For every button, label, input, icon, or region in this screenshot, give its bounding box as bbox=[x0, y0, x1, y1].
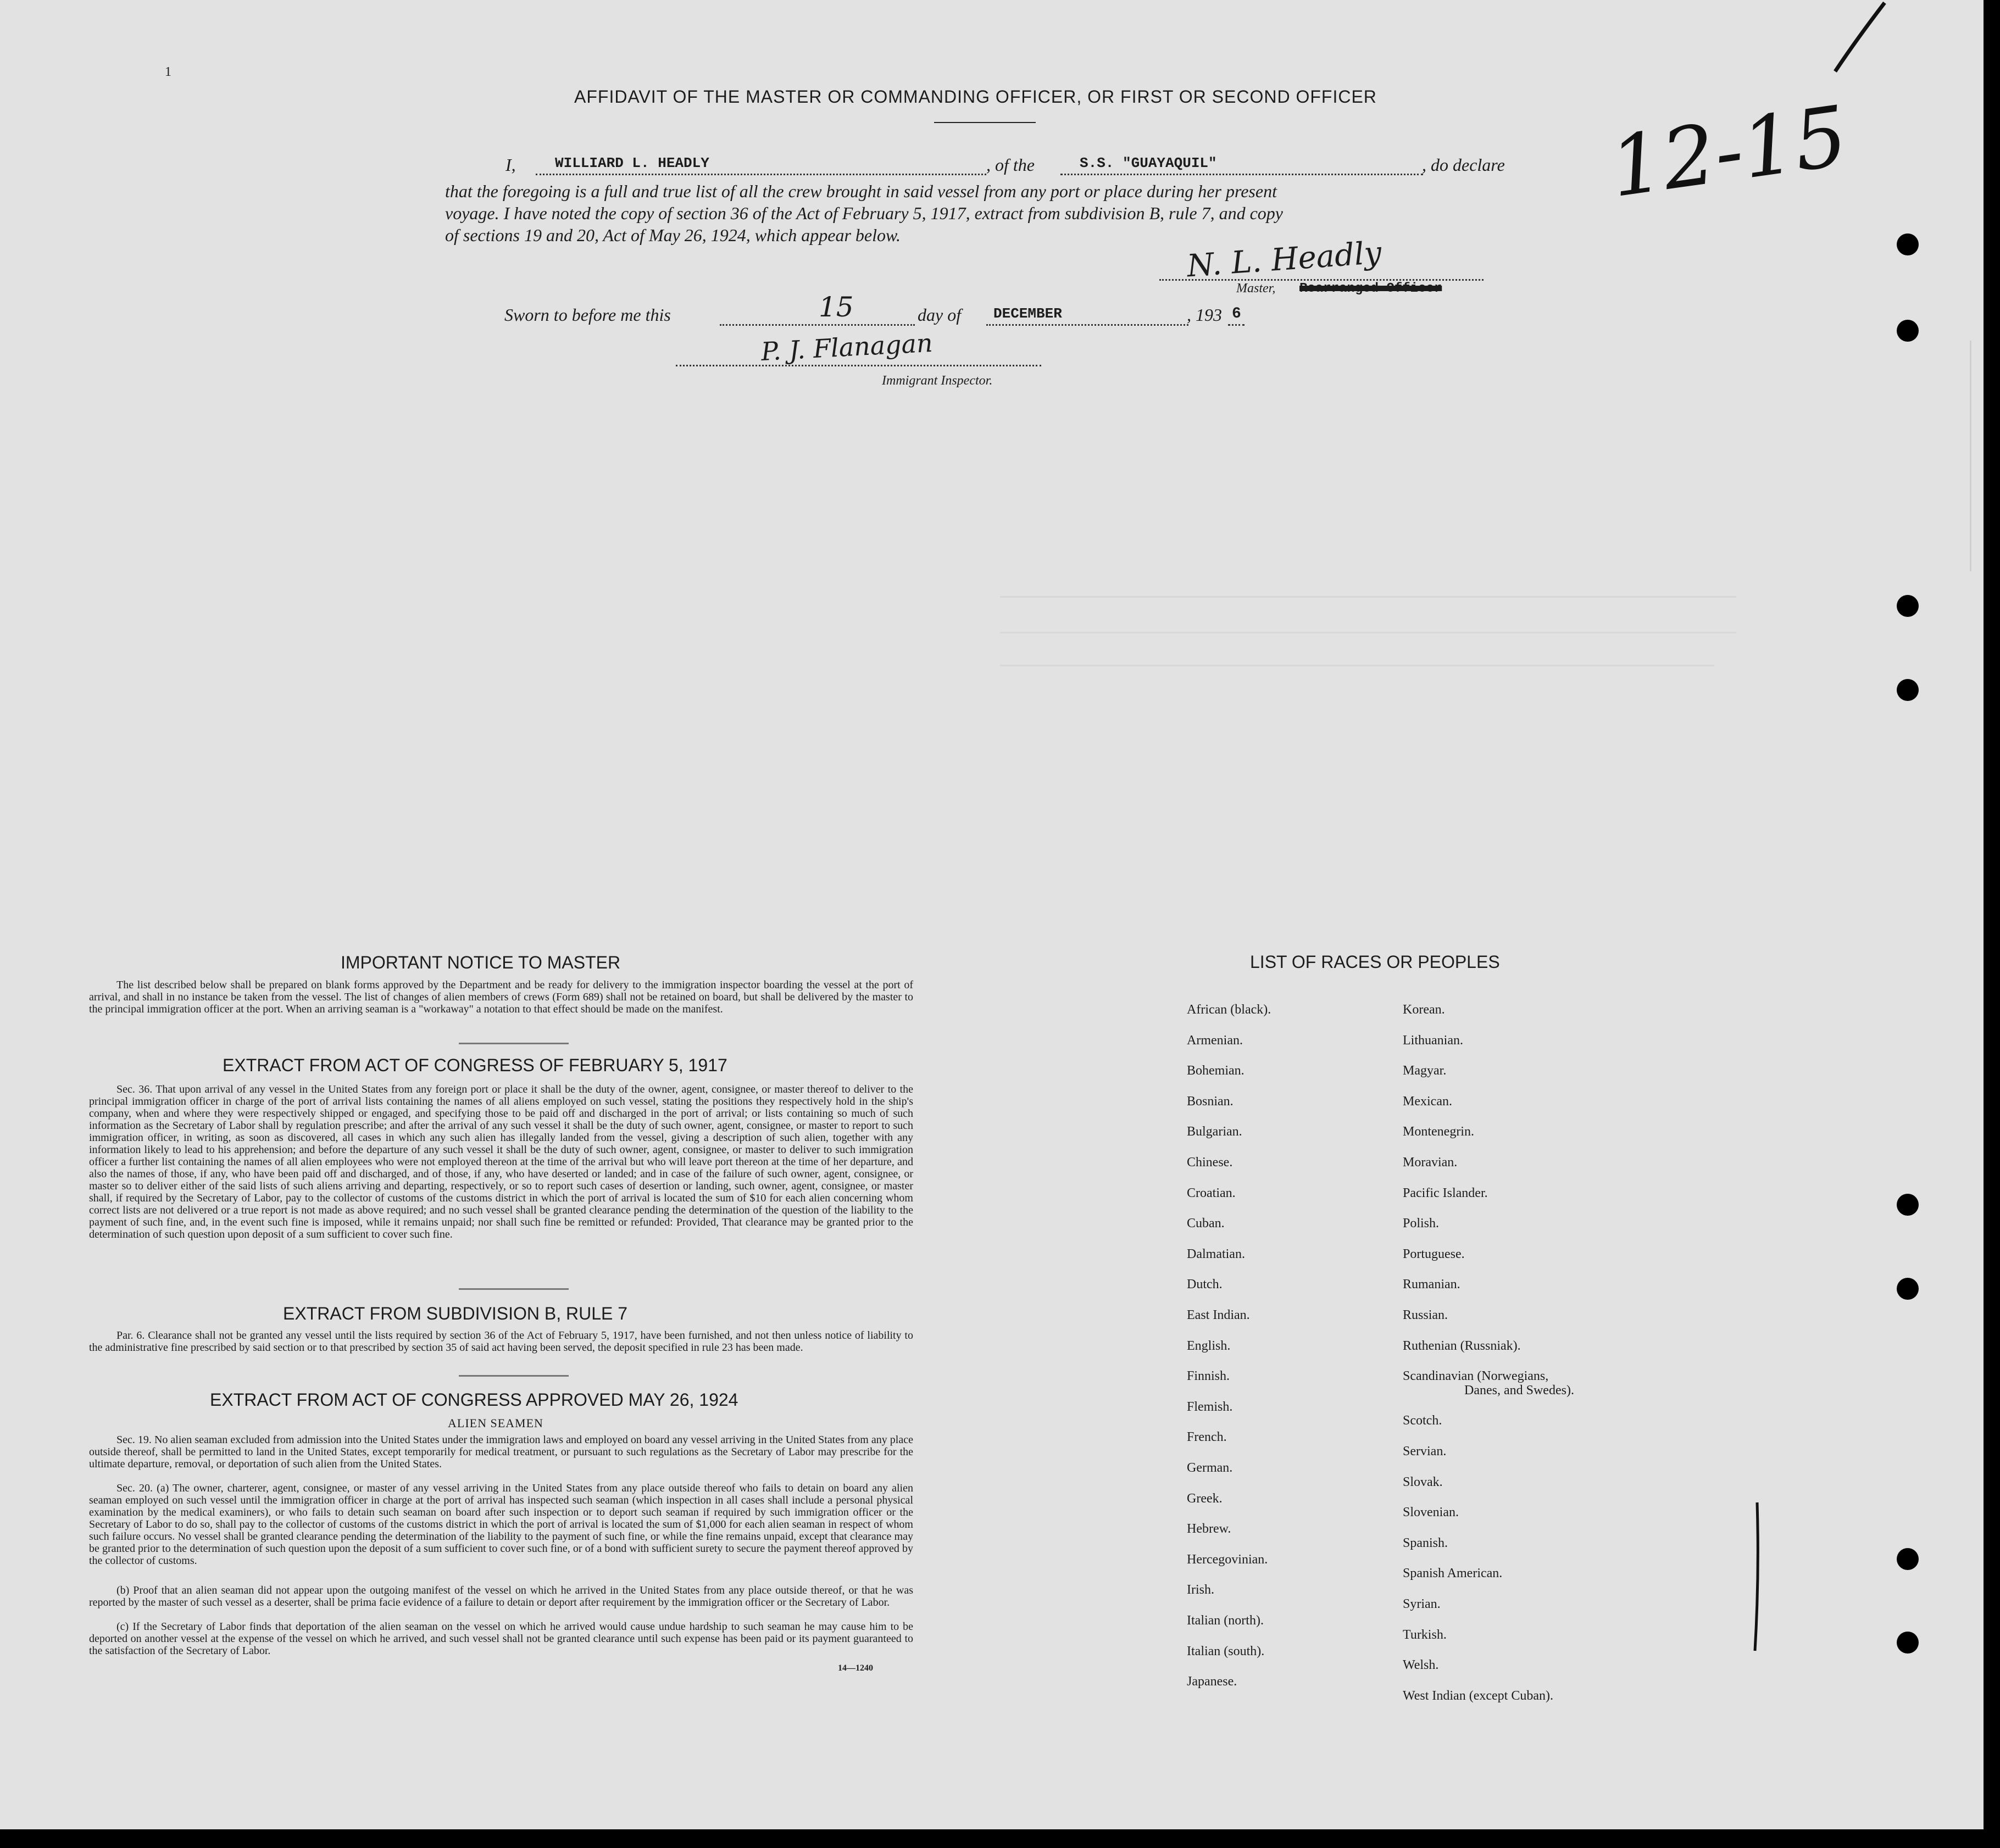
race-item: Servian. bbox=[1403, 1444, 1447, 1459]
race-item: Magyar. bbox=[1403, 1064, 1447, 1078]
race-item: African (black). bbox=[1187, 1003, 1271, 1017]
race-item: French. bbox=[1187, 1430, 1227, 1445]
race-item: Korean. bbox=[1403, 1003, 1445, 1017]
binder-hole bbox=[1897, 320, 1919, 342]
day-of-label: day of bbox=[918, 305, 962, 325]
year-digit-field: 6 bbox=[1232, 305, 1241, 322]
race-item: Flemish. bbox=[1187, 1399, 1233, 1414]
scan-border-bottom bbox=[0, 1829, 2000, 1848]
year-line bbox=[1228, 324, 1245, 326]
race-item: Scotch. bbox=[1403, 1413, 1442, 1428]
inspector-signature: P. J. Flanagan bbox=[760, 327, 934, 367]
races-title: LIST OF RACES OR PEOPLES bbox=[1250, 952, 1500, 972]
race-item: Dutch. bbox=[1187, 1277, 1223, 1292]
extract-1917-rule bbox=[459, 1288, 569, 1290]
master-label: Master, bbox=[1236, 281, 1276, 296]
sworn-day-line bbox=[720, 324, 915, 326]
race-item: Russian. bbox=[1403, 1308, 1448, 1322]
scan-border-right bbox=[1984, 0, 2000, 1848]
race-item: Spanish. bbox=[1403, 1535, 1448, 1550]
race-item: Dalmatian. bbox=[1187, 1246, 1245, 1261]
race-item: Ruthenian (Russniak). bbox=[1403, 1338, 1521, 1353]
race-item: West Indian (except Cuban). bbox=[1403, 1688, 1553, 1703]
struck-title: Rearranged Officer bbox=[1299, 281, 1442, 296]
extract-rule7-text: Par. 6. Clearance shall not be granted any vessel until the lists required by section 36 of the Act of February 5, 1917, have been furnished, and not then unless notice of liability to the administrative fine prescribed by said section or to that prescribed by section 35 of said act having been served, the deposit specified in rule 23 has been made. bbox=[89, 1329, 913, 1354]
page-mark: 1 bbox=[165, 65, 171, 79]
race-item: Cuban. bbox=[1187, 1216, 1225, 1231]
binder-hole bbox=[1897, 1194, 1919, 1216]
race-item: English. bbox=[1187, 1338, 1231, 1353]
master-signature: N. L. Headly bbox=[1186, 235, 1383, 285]
race-item: Rumanian. bbox=[1403, 1277, 1460, 1292]
title-rule bbox=[934, 122, 1036, 123]
race-item: Bohemian. bbox=[1187, 1064, 1245, 1078]
affidavit-line-4: of sections 19 and 20, Act of May 26, 1924, which appear below. bbox=[445, 225, 901, 245]
extract-rule7-title: EXTRACT FROM SUBDIVISION B, RULE 7 bbox=[283, 1304, 628, 1323]
race-item: Japanese. bbox=[1187, 1674, 1237, 1689]
race-item: Slovak. bbox=[1403, 1474, 1443, 1489]
race-item: Syrian. bbox=[1403, 1597, 1441, 1611]
extract-1917-title: EXTRACT FROM ACT OF CONGRESS OF FEBRUARY 5, 1917 bbox=[223, 1055, 727, 1075]
race-item: East Indian. bbox=[1187, 1308, 1250, 1322]
race-item: Mexican. bbox=[1403, 1094, 1452, 1109]
sec-20a-text: Sec. 20. (a) The owner, charterer, agent, consignee, or master of any vessel arriving in the United States from any place outside thereof who fails to detain on board any alien seaman employed on such vessel until the immigration officer in charge at the port of arrival has inspected such seaman (which inspection in all cases shall include a personal physical examination by the medical examiners), or who fails to detain such seaman on board after such inspection or to deport such seaman if required by such immigration officer or the Secretary of Labor to do so, shall pay to the collector of customs of the customs district in which the port of arrival is located the sum of $1,000 for each alien seaman in respect of whom such failure occurs. No vessel shall be granted clearance pending the determination of the liability to the payment of such fine, or while the fine remains unpaid, except that clearance may be granted prior to the determination of such question upon the deposit of a sum sufficient to cover such fine, or of a bond with sufficient surety to secure the payment thereof approved by the collector of customs. bbox=[89, 1482, 913, 1567]
affidavit-title: AFFIDAVIT OF THE MASTER OR COMMANDING OFFICER, OR FIRST OR SECOND OFFICER bbox=[574, 87, 1377, 107]
binder-hole bbox=[1897, 1632, 1919, 1654]
signature-line bbox=[1159, 279, 1484, 281]
alien-seamen-heading: ALIEN SEAMEN bbox=[448, 1416, 543, 1430]
race-item: Spanish American. bbox=[1403, 1566, 1503, 1581]
race-item: Hercegovinian. bbox=[1187, 1552, 1268, 1567]
race-item: Bosnian. bbox=[1187, 1094, 1234, 1109]
inspector-line bbox=[676, 365, 1041, 366]
race-item: Polish. bbox=[1403, 1216, 1440, 1231]
race-item: Finnish. bbox=[1187, 1369, 1230, 1384]
race-item: Irish. bbox=[1187, 1583, 1214, 1597]
margin-note: 12-15 bbox=[1604, 88, 1853, 216]
race-item: Portuguese. bbox=[1403, 1246, 1465, 1261]
sworn-day-field: 15 bbox=[819, 291, 854, 323]
inspector-label: Immigrant Inspector. bbox=[882, 374, 993, 388]
race-item: Bulgarian. bbox=[1187, 1125, 1242, 1139]
race-item: Italian (south). bbox=[1187, 1644, 1265, 1658]
race-item: German. bbox=[1187, 1461, 1233, 1475]
notice-text: The list described below shall be prepared on blank forms approved by the Department and be ready for delivery to the immigration inspector boarding the vessel at the port of arrival, and shall in no instance be taken from the vessel. The list of changes of alien members of crews (Form 689) shall not be retained on board, but shall be delivered by the master to the principal immigration officer at the port. When an arriving seaman is a "workaway" a notation to that effect should be made on the manifest. bbox=[89, 979, 913, 1015]
race-item: Welsh. bbox=[1403, 1658, 1439, 1673]
affidavit-line-3: voyage. I have noted the copy of section 36 of the Act of February 5, 1917, extract from subdivision B, rule 7, and copy bbox=[445, 203, 1283, 223]
race-item: Turkish. bbox=[1403, 1627, 1447, 1642]
race-item: Danes, and Swedes). bbox=[1464, 1383, 1574, 1398]
vessel-name-field: S.S. "GUAYAQUIL" bbox=[1080, 155, 1217, 171]
race-item: Moravian. bbox=[1403, 1155, 1458, 1170]
margin-stroke bbox=[1824, 0, 1890, 77]
notice-rule bbox=[459, 1043, 569, 1044]
form-number: 14—1240 bbox=[838, 1663, 873, 1673]
race-item: Armenian. bbox=[1187, 1033, 1243, 1048]
race-item: Chinese. bbox=[1187, 1155, 1233, 1170]
race-item: Slovenian. bbox=[1403, 1505, 1459, 1520]
sec-19-text: Sec. 19. No alien seaman excluded from admission into the United States under the immigration laws and employed on board any vessel arriving in the United States from any place outside thereof, shall be permitted to land in the United States, except temporarily for medical treatment, or pursuant to such regulations as the Secretary of Labor may prescribe for the ultimate departure, removal, or deportation of such alien from the United States. bbox=[89, 1434, 913, 1470]
do-declare-label: , do declare bbox=[1422, 155, 1505, 175]
of-the-label: , of the bbox=[986, 155, 1035, 175]
extract-rule7-rule bbox=[459, 1375, 569, 1377]
i-label: I, bbox=[505, 155, 516, 175]
race-item: Scandinavian (Norwegians, bbox=[1403, 1369, 1549, 1384]
race-item: Hebrew. bbox=[1187, 1522, 1231, 1537]
race-item: Croatian. bbox=[1187, 1185, 1236, 1200]
year-prefix: , 193 bbox=[1187, 305, 1222, 325]
binder-hole bbox=[1897, 595, 1919, 617]
binder-hole bbox=[1897, 1548, 1919, 1570]
extract-1917-text: Sec. 36. That upon arrival of any vessel in the United States from any foreign port or place it shall be the duty of the owner, agent, consignee, or master thereof to deliver to the principal immigration officer in charge of the port of arrival lists containing the names of all aliens employed on such vessel, stating the positions they respectively hold in the ship's company, when and where they were respectively shipped or engaged, and specifying those to be paid off and discharged in the port of arrival; or lists containing so much of such information as the Secretary of Labor shall by regulation prescribe; and after the arrival of any such vessel it shall be the duty of such owner, agent, consignee, or master to report to such immigration officer, in writing, as soon as discovered, all cases in which any such alien has illegally landed from the vessel, giving a description of such alien, together with any information likely to lead to his apprehension; and before the departure of any such vessel it shall be the duty of such owner, agent, consignee, or master to deliver to such immigration officer a further list containing the names of all alien employees who were not employed thereon at the time of the arrival but who will leave port thereon at the time of her departure, and also the names of those, if any, who have been paid off and discharged, and of those, if any, who have deserted or landed; and in case of the failure of such owner, agent, consignee, or master so to deliver either of the said lists of such aliens arriving and departing, respectively, or so to report such cases of desertion or landing, such owner, agent, consignee, or master shall, if required by the Secretary of Labor, pay to the collector of customs of the customs district in which the port of arrival is located the sum of $10 for each alien concerning whom correct lists are not delivered or a true report is not made as above required; and no such vessel shall be granted clearance pending the determination of the question of the liability to the payment of such fine, and, in the event such fine is imposed, while it remains unpaid; nor shall such fine be remitted or refunded: Provided, That clearance may be granted prior to the determination of such question upon deposit of a sum sufficient to cover such fine. bbox=[89, 1083, 913, 1240]
officer-name-field: WILLIARD L. HEADLY bbox=[555, 155, 709, 171]
binder-hole bbox=[1897, 679, 1919, 701]
race-item: Italian (north). bbox=[1187, 1613, 1264, 1628]
sec-20c-text: (c) If the Secretary of Labor finds that deportation of the alien seaman on the vessel on which he arrived would cause undue hardship to such seaman he may cause him to be deported on another vessel at the expense of the vessel on which he arrived, and such vessel shall not be granted clearance until such expense has been paid or its payment guaranteed to the satisfaction of the Secretary of Labor. bbox=[89, 1621, 913, 1657]
notice-title: IMPORTANT NOTICE TO MASTER bbox=[341, 953, 621, 972]
race-item: Lithuanian. bbox=[1403, 1033, 1463, 1048]
race-item: Greek. bbox=[1187, 1491, 1223, 1506]
sworn-month-line bbox=[986, 324, 1188, 326]
sec-20b-text: (b) Proof that an alien seaman did not appear upon the outgoing manifest of the vessel on which he arrived in the United States from any place outside thereof, or that he was reported by the master of such vessel as a deserter, shall be prima facie evidence of a failure to detain or deport after requirement by the immigration officer or the Secretary of Labor. bbox=[89, 1584, 913, 1608]
sworn-month-field: DECEMBER bbox=[993, 305, 1062, 322]
vessel-name-line bbox=[1060, 174, 1423, 175]
race-item: Pacific Islander. bbox=[1403, 1185, 1488, 1200]
pencil-mark bbox=[1747, 1500, 1769, 1654]
binder-hole bbox=[1897, 233, 1919, 255]
affidavit-line-2: that the foregoing is a full and true list of all the crew brought in said vessel from any port or place during her present bbox=[445, 181, 1277, 201]
officer-name-line bbox=[536, 174, 986, 175]
race-item: Montenegrin. bbox=[1403, 1125, 1474, 1139]
sworn-label: Sworn to before me this bbox=[504, 305, 671, 325]
extract-1924-title: EXTRACT FROM ACT OF CONGRESS APPROVED MAY 26, 1924 bbox=[210, 1390, 738, 1410]
binder-hole bbox=[1897, 1278, 1919, 1300]
